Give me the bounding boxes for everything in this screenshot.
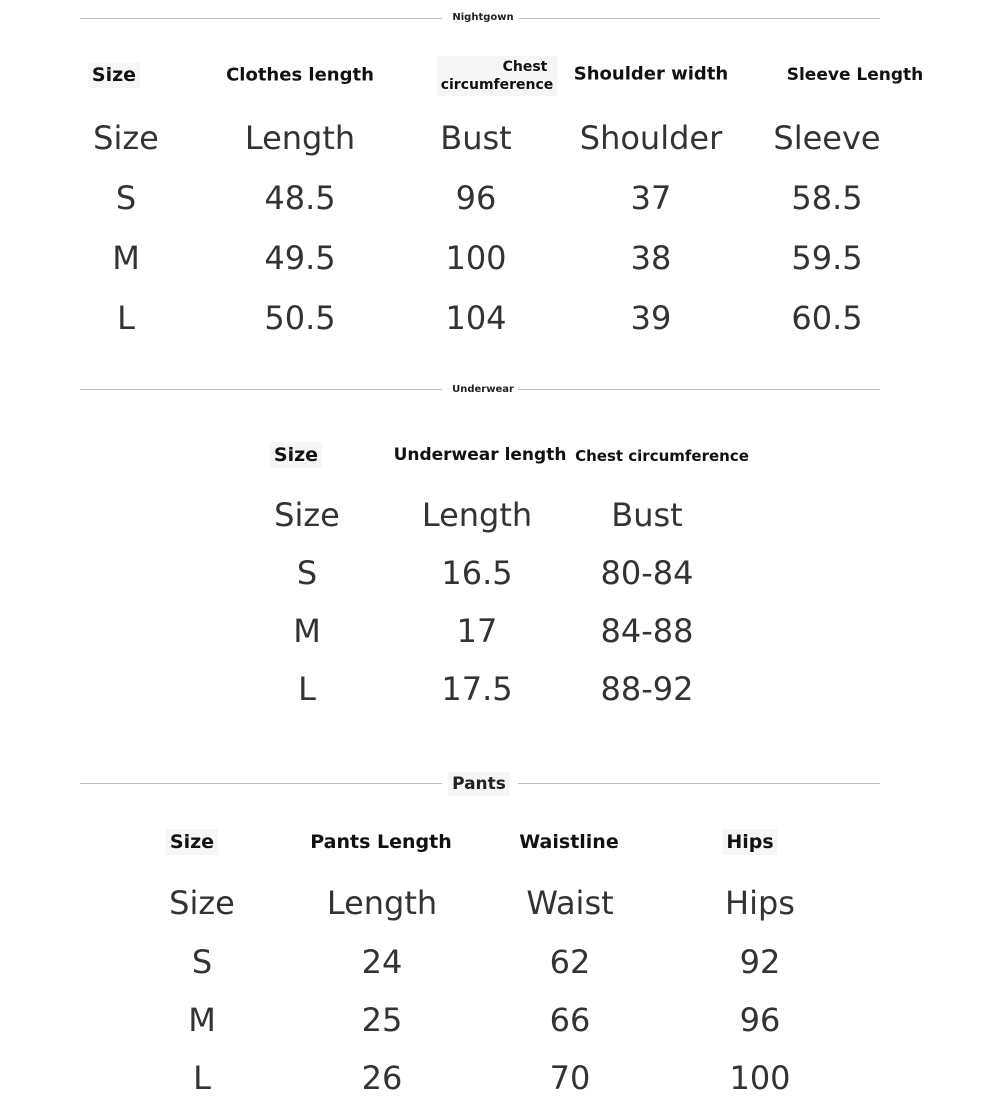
header-size: Size bbox=[270, 442, 322, 468]
cell-sleeve: 59.5 bbox=[791, 239, 863, 277]
cell-length: 25 bbox=[361, 1001, 403, 1039]
label-length: Length bbox=[326, 884, 438, 922]
cell-size: L bbox=[117, 299, 135, 337]
header-chest-line1: Chest bbox=[502, 59, 548, 75]
label-bust: Bust bbox=[611, 496, 683, 534]
cell-hips: 92 bbox=[739, 943, 781, 981]
header-chest-circumference: Chest circumference bbox=[575, 447, 749, 465]
divider-right bbox=[518, 18, 880, 19]
section-title-underwear: Underwear bbox=[452, 384, 514, 395]
header-chest-line2: circumference bbox=[440, 77, 554, 93]
header-size: Size bbox=[166, 829, 218, 855]
cell-length: 49.5 bbox=[264, 239, 336, 277]
cell-length: 24 bbox=[361, 943, 403, 981]
cell-waist: 62 bbox=[549, 943, 591, 981]
header-waistline: Waistline bbox=[519, 831, 619, 853]
label-size: Size bbox=[169, 884, 235, 922]
header-pants-length: Pants Length bbox=[310, 831, 452, 853]
header-sleeve-length: Sleeve Length bbox=[786, 65, 924, 85]
section-title-pants: Pants bbox=[448, 772, 510, 796]
divider-left bbox=[80, 18, 442, 19]
cell-length: 16.5 bbox=[441, 554, 513, 592]
cell-length: 26 bbox=[361, 1059, 403, 1097]
cell-hips: 100 bbox=[729, 1059, 791, 1097]
label-size: Size bbox=[93, 119, 159, 157]
label-length: Length bbox=[421, 496, 533, 534]
label-hips: Hips bbox=[725, 884, 795, 922]
label-shoulder: Shoulder bbox=[579, 119, 723, 157]
label-waist: Waist bbox=[526, 884, 614, 922]
cell-waist: 66 bbox=[549, 1001, 591, 1039]
cell-size: M bbox=[293, 612, 321, 650]
cell-waist: 70 bbox=[549, 1059, 591, 1097]
cell-bust: 88-92 bbox=[600, 670, 694, 708]
cell-size: L bbox=[298, 670, 316, 708]
header-hips: Hips bbox=[722, 829, 777, 855]
cell-bust: 96 bbox=[455, 179, 497, 217]
cell-sleeve: 60.5 bbox=[791, 299, 863, 337]
cell-bust: 84-88 bbox=[600, 612, 694, 650]
label-bust: Bust bbox=[440, 119, 512, 157]
cell-size: M bbox=[188, 1001, 216, 1039]
cell-bust: 80-84 bbox=[600, 554, 694, 592]
header-clothes-length: Clothes length bbox=[226, 64, 374, 86]
label-length: Length bbox=[244, 119, 356, 157]
section-title-nightgown: Nightgown bbox=[452, 12, 514, 23]
cell-length: 50.5 bbox=[264, 299, 336, 337]
cell-length: 17.5 bbox=[441, 670, 513, 708]
cell-shoulder: 39 bbox=[630, 299, 672, 337]
label-size: Size bbox=[274, 496, 340, 534]
cell-size: S bbox=[115, 179, 137, 217]
header-chest-circumference bbox=[437, 56, 558, 96]
cell-shoulder: 37 bbox=[630, 179, 672, 217]
cell-length: 48.5 bbox=[264, 179, 336, 217]
divider-right bbox=[518, 783, 880, 784]
cell-size: L bbox=[193, 1059, 211, 1097]
divider-left bbox=[80, 389, 442, 390]
header-shoulder-width: Shoulder width bbox=[573, 63, 729, 85]
divider-left bbox=[80, 783, 442, 784]
cell-size: S bbox=[296, 554, 318, 592]
cell-size: S bbox=[191, 943, 213, 981]
cell-bust: 100 bbox=[445, 239, 507, 277]
cell-hips: 96 bbox=[739, 1001, 781, 1039]
header-underwear-length: Underwear length bbox=[393, 445, 567, 465]
cell-length: 17 bbox=[456, 612, 498, 650]
cell-shoulder: 38 bbox=[630, 239, 672, 277]
cell-bust: 104 bbox=[445, 299, 507, 337]
divider-right bbox=[518, 389, 880, 390]
label-sleeve: Sleeve bbox=[773, 119, 881, 157]
cell-size: M bbox=[112, 239, 140, 277]
header-size: Size bbox=[88, 62, 140, 88]
cell-sleeve: 58.5 bbox=[791, 179, 863, 217]
